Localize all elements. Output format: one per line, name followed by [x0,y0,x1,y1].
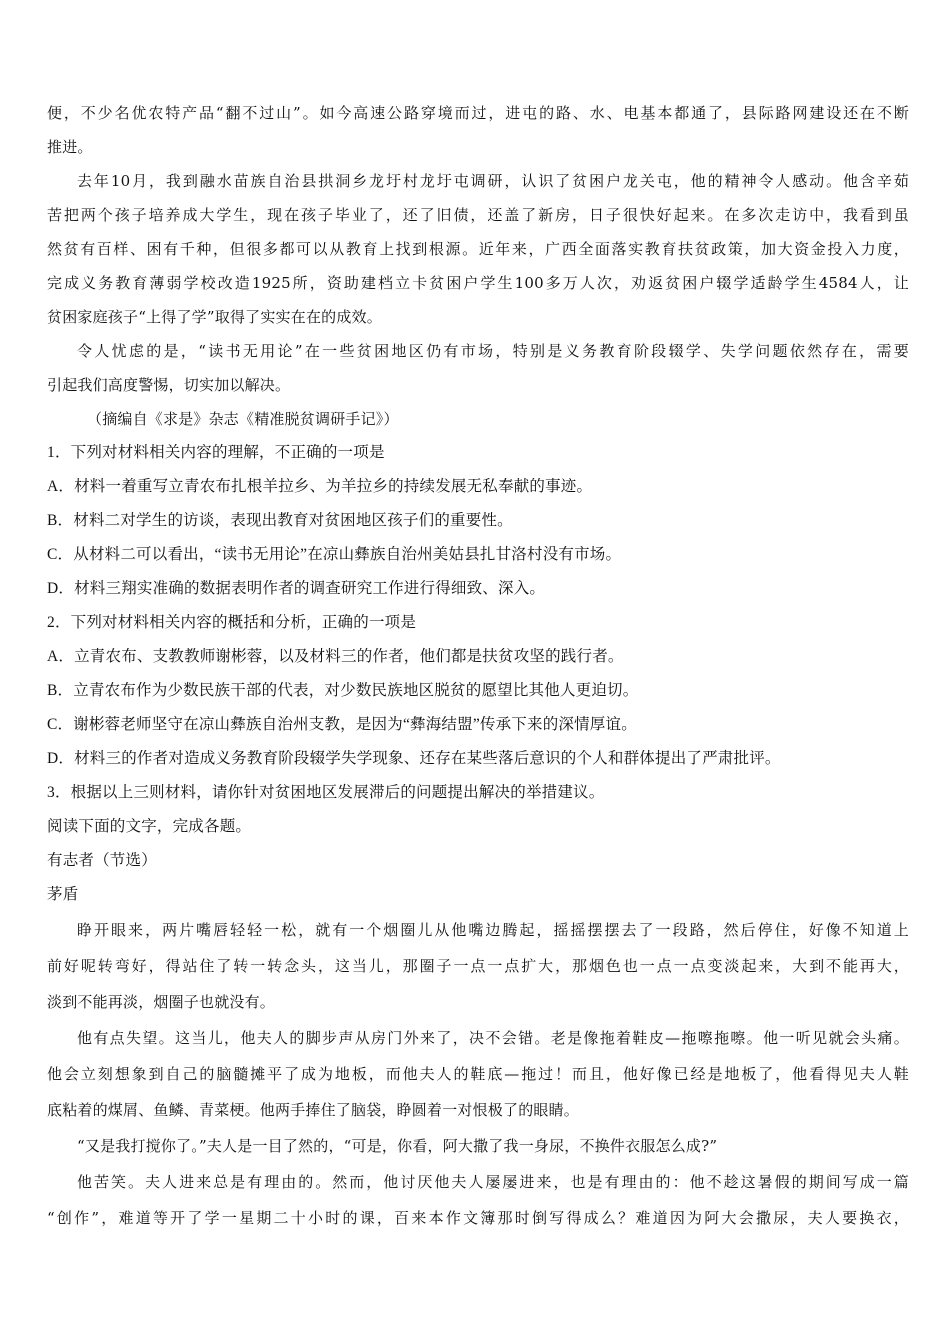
story-line: 睁开眼来，两片嘴唇轻轻一松，就有一个烟圈儿从他嘴边腾起，摇摇摆摆去了一段路，然后停住，好像不知道上 [77,921,909,939]
option-c: C．谢彬蓉老师坚守在凉山彝族自治州支教，是因为“彝海结盟”传承下来的深情厚谊。 [47,716,637,733]
reading-intro: 阅读下面的文字，完成各题。 [47,818,252,835]
paragraph-line: 贫困家庭孩子“上得了学”取得了实实在在的成效。 [47,308,382,326]
option-b: B．立青农布作为少数民族干部的代表，对少数民族地区脱贫的愿望比其他人更迫切。 [47,682,639,699]
option-a: A．材料一着重写立青农布扎根羊拉乡、为羊拉乡的持续发展无私奉献的事迹。 [47,478,593,495]
option-b: B．材料二对学生的访谈，表现出教育对贫困地区孩子们的重要性。 [47,512,513,529]
paragraph-line: 然贫有百样、困有千种，但很多都可以从教育上找到根源。近年来，广西全面落实教育扶贫政策，加大资金投入力度， [47,240,909,258]
question-stem: 1．下列对材料相关内容的理解，不正确的一项是 [47,444,385,461]
question-stem: 3．根据以上三则材料，请你针对贫困地区发展滞后的问题提出解决的举措建议。 [47,784,605,801]
paragraph-line: 引起我们高度警惕，切实加以解决。 [47,376,291,394]
document-page [47,96,909,1236]
paragraph-line: 苦把两个孩子培养成大学生，现在孩子毕业了，还了旧债，还盖了新房，日子很快好起来。在多次走访中，我看到虽 [47,206,909,224]
option-d: D．材料三的作者对造成义务教育阶段辍学失学现象、还存在某些落后意识的个人和群体提出了严肃批评。 [47,750,781,767]
paragraph-line: 去年10月，我到融水苗族自治县拱洞乡龙圩村龙圩屯调研，认识了贫困户龙关屯，他的精神令人感动。他含辛茹 [77,172,909,190]
option-d: D．材料三翔实准确的数据表明作者的调查研究工作进行得细致、深入。 [47,580,546,597]
paragraph-line: 令人忧虑的是，“读书无用论”在一些贫困地区仍有市场，特别是义务教育阶段辍学、失学问题依然存在，需要 [77,342,909,360]
paragraph-line: 推进。 [47,138,93,156]
story-line: “创作”，难道等开了学一星期二十小时的课，百来本作文簿那时倒写得成么？难道因为阿大会撒尿，夫人要换衣， [47,1209,909,1227]
story-line: 淡到不能再淡，烟圈子也就没有。 [47,993,276,1011]
paragraph-line: 便，不少名优农特产品“翻不过山”。如今高速公路穿境而过，进屯的路、水、电基本都通了，县际路网建设还在不断 [47,104,909,122]
option-a: A．立青农布、支教教师谢彬蓉，以及材料三的作者，他们都是扶贫攻坚的践行者。 [47,648,624,665]
story-line: 他有点失望。这当儿，他夫人的脚步声从房门外来了，决不会错。老是像拖着鞋皮—拖嚓拖嚓。他一听见就会头痛。 [77,1029,909,1047]
story-title: 有志者（节选） [47,852,157,869]
source-citation: （摘编自《求是》杂志《精准脱贫调研手记》） [87,410,399,428]
option-c: C．从材料二可以看出，“读书无用论”在凉山彝族自治州美姑县扎甘洛村没有市场。 [47,546,622,563]
story-line: 他会立刻想象到自己的脑髓摊平了成为地板，而他夫人的鞋底—拖过！而且，他好像已经是地板了，他看得见夫人鞋 [47,1065,909,1083]
paragraph-line: 完成义务教育薄弱学校改造1925所，资助建档立卡贫困户学生100多万人次，劝返贫困户辍学适龄学生4584人，让 [47,274,909,292]
story-line: 前好呢转弯好，得站住了转一转念头，这当儿，那圈子一点一点扩大，那烟色也一点一点变淡起来，大到不能再大， [47,957,909,975]
story-line: “又是我打搅你了。”夫人是一目了然的，“可是，你看，阿大撒了我一身尿，不换件衣服怎么成?” [77,1137,718,1155]
story-author: 茅盾 [47,886,79,903]
story-line: 他苦笑。夫人进来总是有理由的。然而，他讨厌他夫人屡屡进来，也是有理由的：他不趁这暑假的期间写成一篇 [77,1173,909,1191]
question-stem: 2．下列对材料相关内容的概括和分析，正确的一项是 [47,614,417,631]
story-line: 底粘着的煤屑、鱼鳞、青菜梗。他两手捧住了脑袋，睁圆着一对恨极了的眼睛。 [47,1101,580,1119]
